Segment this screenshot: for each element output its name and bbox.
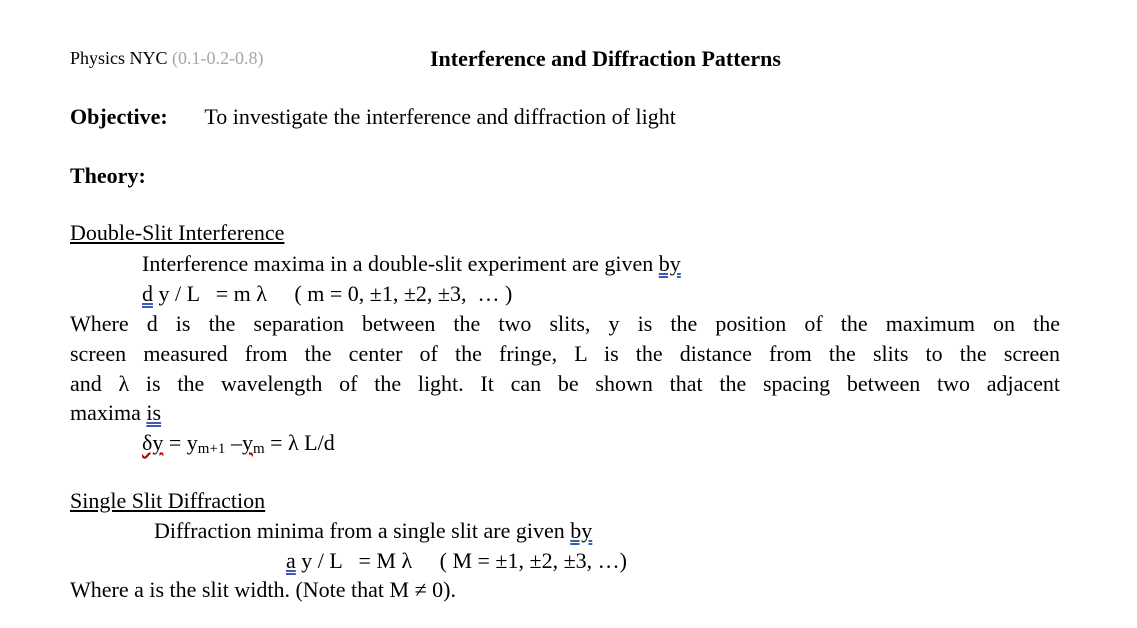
header-course — [70, 48, 264, 69]
para-maxima: maxima — [70, 400, 141, 425]
spacing-ym-y: y — [241, 430, 253, 455]
objective-line — [70, 104, 676, 130]
spacing-dy: δy — [142, 430, 164, 455]
course-name: Physics NYC — [70, 48, 168, 68]
page-title: Interference and Diffraction Patterns — [430, 46, 781, 71]
spacing-sub1: m+1 — [197, 441, 226, 457]
document-page — [70, 0, 1060, 628]
eq-double-slit-rest: y / L = m λ ( m = 0, ±1, ±2, ±3, … ) — [153, 281, 513, 306]
double-slit-para-line-1: Where d is the separation between the two slits, y is the position of the maximum on the — [70, 311, 1060, 336]
double-slit-heading: Double-Slit Interference — [70, 220, 285, 245]
double-slit-equation — [142, 281, 512, 307]
para-is: is — [146, 400, 162, 425]
single-slit-intro-by: by — [570, 518, 593, 543]
objective-text: To investigate the interference and diffraction of light — [204, 104, 676, 129]
single-slit-heading: Single Slit Diffraction — [70, 488, 266, 513]
eq-a: a — [286, 548, 296, 573]
eq-d: d — [142, 281, 153, 306]
single-slit-intro — [154, 518, 592, 544]
theory-label: Theory: — [70, 163, 146, 188]
double-slit-intro — [142, 251, 681, 277]
single-slit-equation — [286, 548, 627, 574]
double-slit-para-line-2: screen measured from the center of the fringe, L is the distance from the slits to the screen — [70, 341, 1060, 366]
spacing-equation — [142, 430, 335, 458]
spacing-minus: – — [225, 430, 242, 455]
version-label: (0.1-0.2-0.8) — [172, 48, 264, 68]
spacing-sub2: m — [252, 441, 265, 457]
double-slit-intro-by: by — [658, 251, 681, 276]
double-slit-para-line-3: and λ is the wavelength of the light. It can be shown that the spacing between two adjacent — [70, 371, 1060, 396]
eq-single-slit-rest: y / L = M λ ( M = ±1, ±2, ±3, …) — [295, 548, 627, 573]
spacing-rest: = λ L/d — [264, 430, 335, 455]
double-slit-para-line-4 — [70, 400, 161, 426]
spacing-ym — [242, 430, 265, 455]
double-slit-intro-text: Interference maxima in a double-slit experiment are given — [142, 251, 654, 276]
single-slit-note: Where a is the slit width. (Note that M ≠ 0). — [70, 577, 456, 602]
objective-label: Objective: — [70, 104, 168, 129]
spacing-eq1: = y — [163, 430, 198, 455]
single-slit-intro-text: Diffraction minima from a single slit are given — [154, 518, 565, 543]
